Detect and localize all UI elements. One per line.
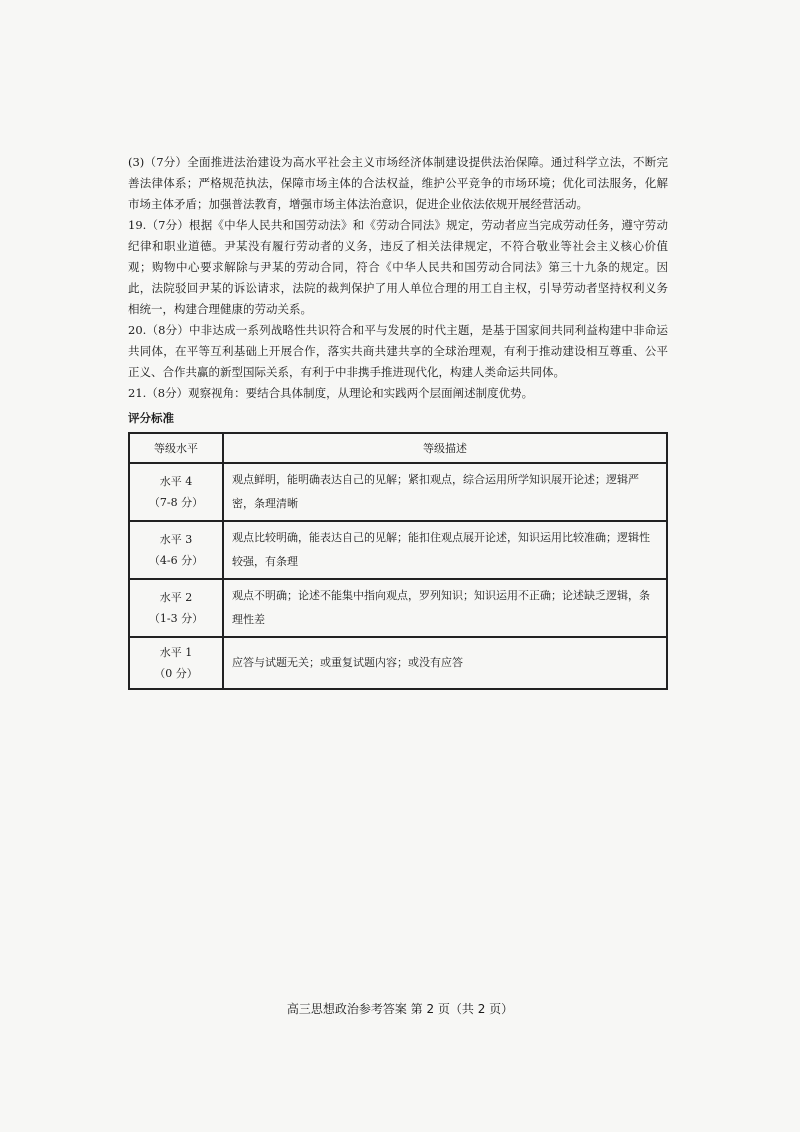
answer-21: 21.（8分）观察视角：要结合具体制度，从理论和实践两个层面阐述制度优势。 [128,386,534,400]
answer-18-3: (3)（7分）全面推进法治建设为高水平社会主义市场经济体制建设提供法治保障。通过科学立法，不断完善法律体系；严格规范执法，保障市场主体的合法权益，维护公平竞争的市场环境；优化司法服务，化解市场主体矛盾；加强普法教育，增强市场主体法治意识，促进企业依法依规开展经营活动。 [128,155,668,211]
table-row [129,521,667,579]
grading-heading: 评分标准 [128,411,174,425]
page-footer: 高三思想政治参考答案 第 2 页（共 2 页） [286,1002,514,1016]
level-cell [129,521,223,579]
table-row [129,579,667,637]
level-desc: 应答与试题无关；或重复试题内容；或没有应答 [223,637,667,689]
answer-text [128,152,668,429]
level-cell [129,463,223,521]
level-score: （1-3 分） [148,612,204,625]
level-cell [129,637,223,689]
level-label: 水平 2 [159,591,193,604]
header-level: 等级水平 [129,433,223,463]
level-desc: 观点不明确；论述不能集中指向观点，罗列知识；知识运用不正确；论述缺乏逻辑，条理性差 [223,579,667,637]
level-label: 水平 4 [159,475,193,488]
level-score: （7-8 分） [148,496,204,509]
level-score: （0 分） [154,667,198,680]
answer-20: 20.（8分）中非达成一系列战略性共识符合和平与发展的时代主题，是基于国家间共同利益构建中非命运共同体，在平等互利基础上开展合作，落实共商共建共享的全球治理观，有利于推动建设相互尊重、公平正义、合作共赢的新型国际关系，有利于中非携手推进现代化，构建人类命运共同体。 [128,323,668,379]
level-cell [129,579,223,637]
answer-19: 19.（7分）根据《中华人民共和国劳动法》和《劳动合同法》规定，劳动者应当完成劳动任务，遵守劳动纪律和职业道德。尹某没有履行劳动者的义务，违反了相关法律规定，不符合敬业等社会主义核心价值观；购物中心要求解除与尹某的劳动合同，符合《中华人民共和国劳动合同法》第三十九条的规定。因此，法院驳回尹某的诉讼请求，法院的裁判保护了用人单位合理的用工自主权，引导劳动者坚持权利义务相统一，构建合理健康的劳动关系。 [128,218,668,316]
header-desc: 等级描述 [223,433,667,463]
level-label: 水平 3 [159,533,193,546]
table-row [129,463,667,521]
grading-table [128,432,668,690]
level-desc: 观点比较明确，能表达自己的见解；能扣住观点展开论述，知识运用比较准确；逻辑性较强，有条理 [223,521,667,579]
grading-header-row [129,433,667,463]
level-desc: 观点鲜明，能明确表达自己的见解；紧扣观点，综合运用所学知识展开论述；逻辑严密，条理清晰 [223,463,667,521]
table-row [129,637,667,689]
level-score: （4-6 分） [148,554,204,567]
level-label: 水平 1 [159,646,193,659]
